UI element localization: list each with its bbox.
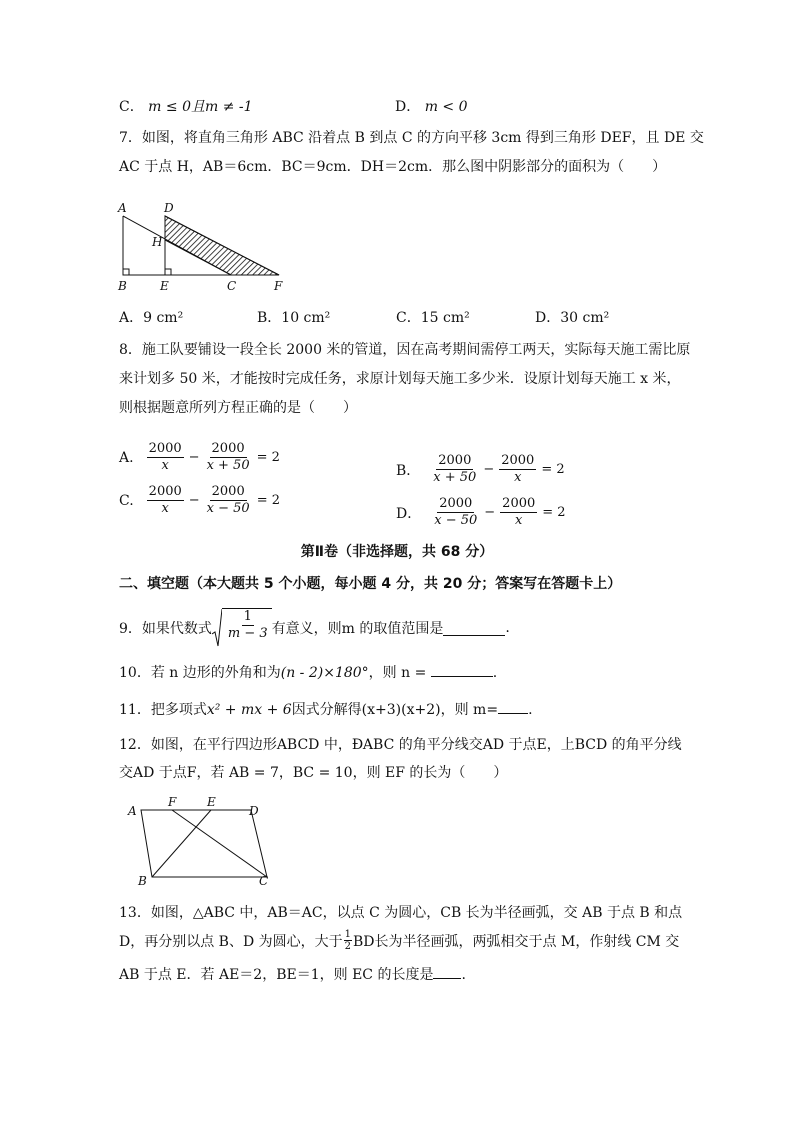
q8-option-a: A. $\frac{2000}{x}$ − $\frac{2000}{x + 50}$ = 2 — [119, 441, 280, 473]
q7-option-a: A．9 cm² — [119, 310, 184, 326]
q11-expr: x² + mx + 6 — [206, 702, 292, 718]
q8-stem-line2: 来计划多 50 米，才能按时完成任务，求原计划每天施工多少米．设原计划每天施工 x 米， — [119, 371, 681, 387]
q13-stem-line1: 13．如图，△ABC 中，AB＝AC，以点 C 为圆心，CB 长为半径画弧，交 AB 于点 B 和点 — [119, 905, 683, 921]
q6-option-c-text: m ≤ 0且m ≠ -1 — [148, 99, 253, 115]
q13-line3-text: AB 于点 E．若 AE＝2，BE＝1，则 EC 的长度是 — [119, 967, 434, 983]
fraction: $\frac{2000}{x}$ — [148, 484, 182, 516]
label-d: D — [249, 804, 259, 818]
q6-option-d-label: D． — [395, 99, 421, 115]
label-b: B — [118, 279, 127, 293]
fraction: $\frac{2000}{x}$ — [148, 441, 182, 473]
label-e: E — [160, 279, 169, 293]
q8-option-b: B． $\frac{2000}{x + 50}$ − $\frac{2000}{x}$ = 2 — [396, 453, 565, 485]
q12-stem-line1: 12．如图，在平行四边形ABCD 中，ÐABC 的角平分线交AD 于点E，上BCD 的角平分线 — [119, 737, 682, 753]
q6-option-c — [119, 96, 253, 116]
label-f: F — [274, 279, 283, 293]
q7-option-d: D．30 cm² — [535, 310, 610, 326]
q7-option-c: C．15 cm² — [396, 310, 470, 326]
q9: 9．如果代数式 $\frac{1}{m - 3}$ 有意义，则m 的取值范围是 . — [119, 608, 510, 648]
q6-option-c-label: C． — [119, 99, 144, 115]
fraction: $\frac{2000}{x}$ — [502, 496, 536, 528]
q11-prefix: 11．把多项式 — [119, 702, 207, 718]
fraction: $\frac{2000}{x}$ — [501, 453, 535, 485]
label-b: B — [138, 874, 147, 888]
q8-option-c: C. $\frac{2000}{x}$ − $\frac{2000}{x - 50}$ = 2 — [119, 484, 280, 516]
q9-suffix: 有意义，则m 的取值范围是 — [271, 621, 444, 637]
answer-blank — [431, 662, 493, 677]
label-a: A — [128, 804, 137, 818]
q10-expr: (n - 2)×180° — [280, 665, 369, 681]
q8-option-c-label: C. — [119, 492, 134, 509]
part2-title: 第Ⅱ卷（非选择题，共 68 分） — [300, 544, 494, 560]
q7-triangle-figure — [114, 198, 294, 294]
label-a: A — [118, 201, 127, 215]
answer-blank — [498, 699, 528, 714]
answer-blank — [433, 964, 461, 979]
fraction: $\frac{2000}{x - 50}$ — [434, 496, 478, 528]
q7-stem-line2: AC 于点 H，AB＝6cm．BC＝9cm．DH＝2cm．那么图中阴影部分的面积为（ ） — [119, 159, 667, 175]
fraction: $\frac{2000}{x - 50}$ — [206, 484, 250, 516]
q13-line2-suffix: BD长为半径画弧，两弧相交于点 M，作射线 CM 交 — [353, 933, 680, 950]
q10: 10．若 n 边形的外角和为(n - 2)×180°，则 n = . — [119, 662, 497, 682]
label-f: F — [168, 795, 177, 809]
fraction: $\frac{2000}{x + 50}$ — [433, 453, 477, 485]
q8-option-d: D． $\frac{2000}{x - 50}$ − $\frac{2000}{x}$ = 2 — [396, 496, 566, 528]
sqrt-expression: $\frac{1}{m - 3}$ — [212, 608, 272, 648]
q6-option-d — [395, 96, 468, 116]
q8-option-a-label: A. — [119, 449, 134, 466]
q8-option-b-label: B． — [396, 462, 421, 479]
answer-blank — [443, 621, 505, 636]
section2-title: 二、填空题（本大题共 5 个小题，每小题 4 分，共 20 分；答案写在答题卡上） — [119, 576, 622, 592]
q7-stem-line1: 7．如图，将直角三角形 ABC 沿着点 B 到点 C 的方向平移 3cm 得到三角形 DEF，且 DE 交 — [119, 130, 704, 146]
q8-stem-line1: 8．施工队要铺设一段全长 2000 米的管道，因在高考期间需停工两天，实际每天施工需比原 — [119, 342, 691, 358]
fraction: $\frac{2000}{x + 50}$ — [206, 441, 250, 473]
q10-mid: ，则 n = — [368, 665, 427, 681]
q12-stem-line2: 交AD 于点F，若 AB = 7，BC = 10，则 EF 的长为（ ） — [119, 765, 508, 781]
q8-stem-line3: 则根据题意所列方程正确的是（ ） — [119, 400, 357, 416]
label-h: H — [152, 235, 163, 249]
q8-option-d-label: D． — [396, 505, 422, 522]
q13-stem-line2 — [119, 929, 679, 952]
q6-option-d-text: m < 0 — [424, 99, 468, 115]
q13-stem-line3: AB 于点 E．若 AE＝2，BE＝1，则 EC 的长度是 . — [119, 964, 466, 984]
q11: 11．把多项式x² + mx + 6因式分解得(x+3)(x+2)，则 m= . — [119, 699, 533, 719]
label-e: E — [207, 795, 216, 809]
q9-prefix: 9．如果代数式 — [119, 621, 212, 637]
q11-mid: 因式分解得(x+3)(x+2)，则 m= — [291, 702, 499, 718]
q7-option-b: B．10 cm² — [257, 310, 331, 326]
q10-prefix: 10．若 n 边形的外角和为 — [119, 665, 281, 681]
label-d: D — [164, 201, 174, 215]
label-c: C — [259, 874, 269, 888]
half-fraction: $\frac{1}{2}$ — [344, 929, 352, 952]
label-c: C — [227, 279, 237, 293]
q12-parallelogram-figure — [124, 793, 284, 893]
q13-line2-prefix: D，再分别以点 B、D 为圆心，大于 — [119, 933, 343, 950]
